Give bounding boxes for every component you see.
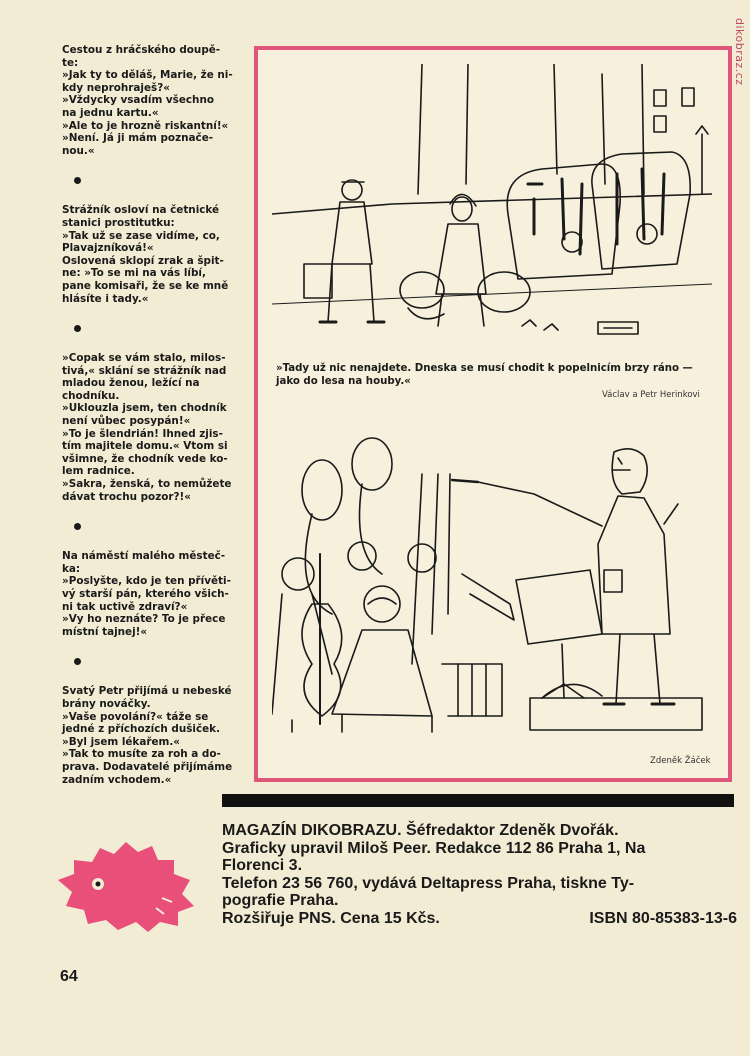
street-cartoon-illustration xyxy=(272,64,712,354)
watermark: dikobraz.cz xyxy=(733,18,746,86)
joke-line: zadním vchodem.« xyxy=(62,773,172,786)
joke-3 xyxy=(62,352,242,503)
joke-line: vý starší pán, kterého všich- xyxy=(62,588,229,600)
imprint-line: Telefon 23 56 760, vydává Deltapress Praha, tiskne Ty- xyxy=(222,874,635,892)
joke-line: stanici prostitutku: xyxy=(62,216,175,229)
joke-line: »Jak ty to děláš, Marie, že ni- xyxy=(62,69,233,82)
joke-line: místní tajnej!« xyxy=(62,625,148,638)
divider-bar xyxy=(222,794,734,807)
joke-line: »To je šlendrián! Ihned zjis- xyxy=(62,427,223,440)
joke-line: »Byl jsem lékařem.« xyxy=(62,735,181,748)
cartoon-2-credit: Zdeněk Žáček xyxy=(650,756,711,766)
imprint-isbn: ISBN 80-85383-13-6 xyxy=(589,909,737,927)
joke-line: pane komisaři, že se ke mně xyxy=(62,279,229,292)
joke-line: chodníku. xyxy=(62,389,120,402)
joke-line: není vůbec posypán!« xyxy=(62,415,191,428)
imprint-last-row xyxy=(222,910,737,928)
bullet-separator xyxy=(74,658,81,665)
joke-line: jedné z příchozích dušiček. xyxy=(62,723,221,736)
joke-line: te: xyxy=(62,56,79,69)
joke-line: Strážník osloví na četnické xyxy=(62,204,220,217)
cartoon-1-credit: Václav a Petr Herinkovi xyxy=(602,390,700,400)
joke-line: Na náměstí malého městeč- xyxy=(62,550,226,563)
jokes-column xyxy=(62,44,242,786)
joke-line: nou.« xyxy=(62,144,95,157)
joke-line: »Uklouzla jsem, ten chodník xyxy=(62,402,227,415)
joke-line: ni tak uctivě zdraví?« xyxy=(62,600,188,613)
joke-line: »Tak to musíte za roh a do- xyxy=(62,748,221,761)
joke-line: »Není. Já ji mám poznače- xyxy=(62,132,214,145)
joke-line: dávat trochu pozor?!« xyxy=(62,490,191,503)
bullet-separator xyxy=(74,523,81,530)
joke-line: hlásíte i tady.« xyxy=(62,292,149,305)
joke-line: »Poslyšte, kdo je ten přívěti- xyxy=(62,575,231,588)
joke-line: Svatý Petr přijímá u nebeské xyxy=(62,685,232,698)
joke-line: »Sakra, ženská, to nemůžete xyxy=(62,478,232,491)
imprint-line: Florenci 3. xyxy=(222,857,303,874)
joke-line: »Vy ho neznáte? To je přece xyxy=(62,613,226,626)
joke-4 xyxy=(62,550,242,638)
joke-line: kdy neprohraješ?« xyxy=(62,81,170,94)
joke-line: prava. Dodavatelé přijímáme xyxy=(62,760,233,773)
joke-line: ne: »To se mi na vás líbí, xyxy=(62,267,206,280)
magazine-imprint xyxy=(222,822,737,927)
bullet-separator xyxy=(74,325,81,332)
bullet-separator xyxy=(74,177,81,184)
joke-line: ka: xyxy=(62,562,81,575)
joke-line: Plavajzníková!« xyxy=(62,242,154,255)
joke-line: »Tak už se zase vidíme, co, xyxy=(62,229,220,242)
joke-5 xyxy=(62,685,242,786)
cartoon-frame xyxy=(254,46,732,782)
dikobraz-porcupine-logo xyxy=(52,838,200,934)
joke-line: lem radnice. xyxy=(62,465,135,478)
orchestra-cartoon-illustration xyxy=(272,434,712,734)
joke-line: »Ale to je hrozně riskantní!« xyxy=(62,119,229,132)
page-number: 64 xyxy=(60,968,78,985)
imprint-distribution: Rozšiřuje PNS. Cena 15 Kčs. xyxy=(222,909,440,927)
joke-1 xyxy=(62,44,242,157)
joke-line: tivá,« sklání se strážník nad xyxy=(62,364,227,377)
joke-line: na jednu kartu.« xyxy=(62,106,159,119)
imprint-line: pografie Praha. xyxy=(222,892,339,909)
joke-2 xyxy=(62,204,242,305)
imprint-line: Graficky upravil Miloš Peer. Redakce 112 86 Praha 1, Na xyxy=(222,839,646,857)
joke-line: brány nováčky. xyxy=(62,697,151,710)
joke-line: tím majitele domu.« Vtom si xyxy=(62,440,228,453)
joke-line: »Vaše povolání?« táže se xyxy=(62,710,209,723)
joke-line: Cestou z hráčského doupě- xyxy=(62,44,221,56)
joke-line: všimne, že chodník vede ko- xyxy=(62,452,228,465)
joke-line: mladou ženou, ležící na xyxy=(62,377,200,390)
joke-line: »Vždycky vsadím všechno xyxy=(62,94,214,107)
joke-line: Oslovená sklopí zrak a špit- xyxy=(62,254,224,267)
joke-line: »Copak se vám stalo, milos- xyxy=(62,352,226,365)
imprint-line: MAGAZÍN DIKOBRAZU. Šéfredaktor Zdeněk Dvořák. xyxy=(222,822,619,839)
cartoon-1-caption: »Tady už nic nenajdete. Dneska se musí chodit k popelnicím brzy ráno — jako do lesa na houby.« xyxy=(276,363,693,387)
